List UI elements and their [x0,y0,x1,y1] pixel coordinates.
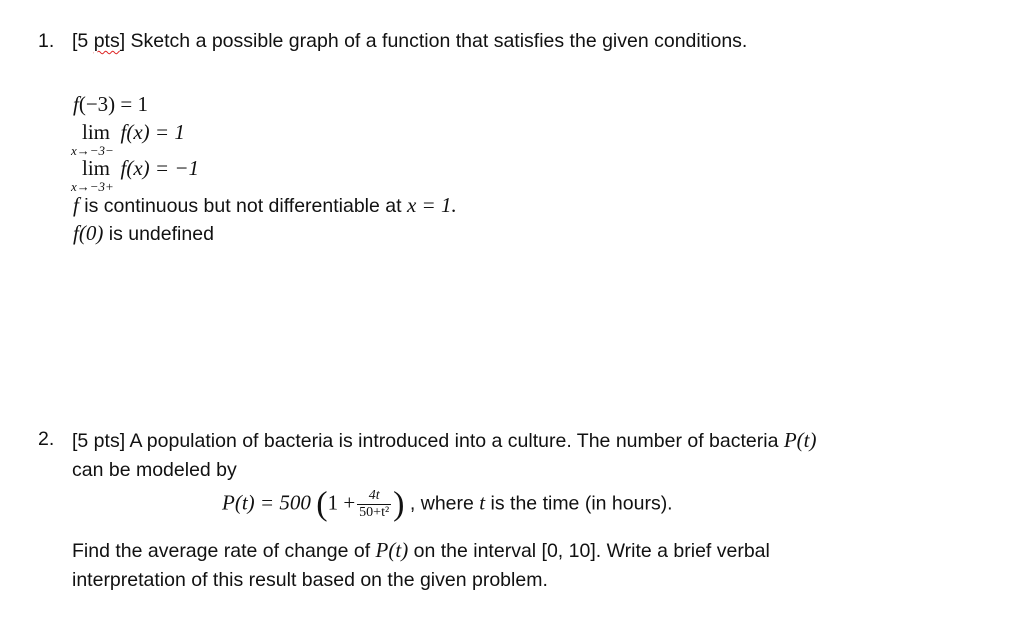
points-prefix: [5 [72,30,94,52]
population-formula [222,485,673,523]
cond5-text: is undefined [103,223,214,245]
formula-one-plus: 1 + [327,490,356,515]
problem-2-line2: can be modeled by [72,459,237,481]
fraction-numerator: 4t [357,488,391,505]
problem-2-header-text: [5 pts] A population of bacteria is introduced into a culture. The number of bacteria [72,430,784,452]
formula-tail-t: t [479,490,486,515]
cond4-math: x = 1. [406,193,457,217]
points-suffix: ] [119,30,126,52]
points-word-spellcheck: pts [93,30,120,52]
cond1-rest: (−3) = 1 [78,92,149,116]
problem-2-number: 2. [38,428,55,450]
formula-lhs: P(t) = 500 [222,490,311,515]
condition-f-neg3 [73,92,148,117]
line3-post: on the interval [0, 10]. Write a brief verbal [408,540,770,562]
condition-right-limit [82,156,199,181]
problem-2-header-math: P(t) [783,428,817,452]
formula-tail-pre: , where [409,492,480,515]
line3-math: P(t) [375,538,409,562]
cond4-text: is continuous but not differentiable at [78,195,407,217]
open-paren: ( [316,485,328,523]
condition-left-limit [82,120,185,145]
condition-undefined [73,221,214,246]
cond1-f: f [73,92,79,116]
close-paren: ) [393,485,405,523]
problem-2-header [72,428,816,453]
problem-1-prompt: Sketch a possible graph of a function that satisfies the given conditions. [125,30,748,52]
lim-word-right: lim [82,156,111,180]
condition-continuity [73,193,457,218]
lim-word-left: lim [82,120,111,144]
problem-1-header [72,30,747,53]
formula-tail-post: is the time (in hours). [485,492,673,515]
line3-pre: Find the average rate of change of [72,540,376,562]
cond5-math: f(0) [73,221,104,245]
cond4-f: f [73,193,79,217]
problem-1-number: 1. [38,30,55,52]
cond3-expr: f(x) = −1 [120,156,199,180]
fraction-denominator: 50+t² [359,505,390,520]
left-limit-subscript: x→−3− [71,143,114,158]
right-limit-subscript: x→−3+ [71,179,114,194]
problem-2-line4: interpretation of this result based on the given problem. [72,569,548,591]
problem-2-line3 [72,538,770,563]
cond2-expr: f(x) = 1 [120,120,185,144]
formula-fraction [357,488,391,521]
